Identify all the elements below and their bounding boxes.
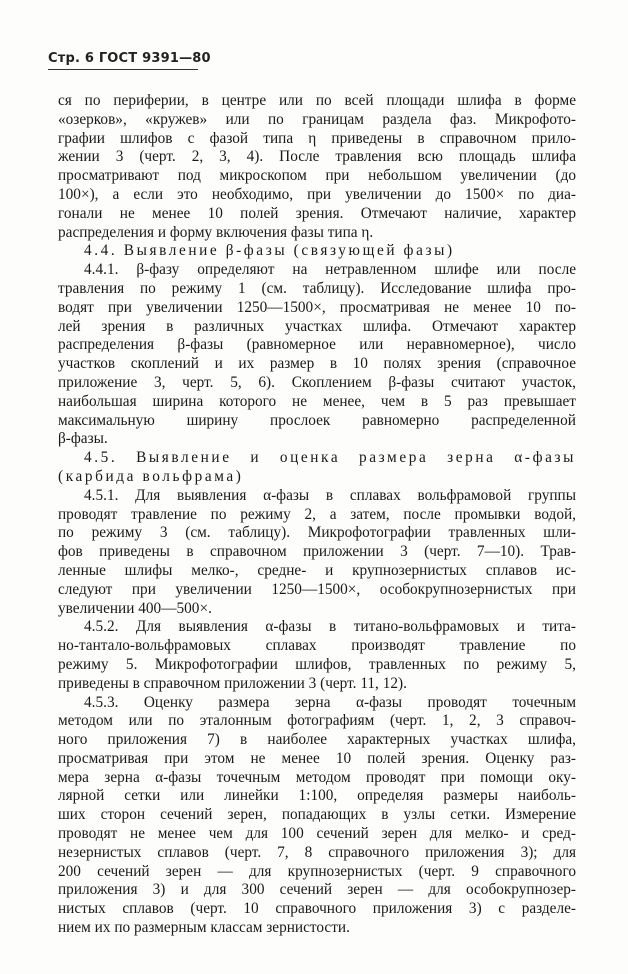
header-rule [48, 69, 198, 70]
text-line: но-тантало-вольфрамовых сплавах производят травление по [58, 637, 576, 655]
text-line: травления по режиму 1 (см. таблицу). Исследование шлифа про- [58, 279, 576, 297]
text-line: 100×), а если это необходимо, при увеличении до 1500× по диа- [58, 185, 576, 203]
text-line: следуют при увеличении 1250—1500×, особокрупнозернистых при [58, 580, 576, 598]
text-line: распределения β-фазы (равномерное или неравномерное), число [58, 336, 576, 354]
text-line: просматривают под микроскопом при небольшом увеличении (до [58, 167, 576, 185]
text-line: 4.5.1. Для выявления α-фазы в сплавах вольфрамовой группы [84, 486, 576, 504]
text-line: незернистых сплавов (черт. 7, 8 справочного приложения 3); для [58, 843, 576, 861]
text-line: по режиму 3 (см. таблицу). Микрофотографии травленных шли- [58, 524, 576, 542]
text-line: «озерков», «кружев» или по границам раздела фаз. Микрофото- [58, 110, 576, 128]
page-header: Стр. 6 ГОСТ 9391—80 [48, 51, 211, 66]
text-line: приведены в справочном приложении 3 (черт. 11, 12). [58, 674, 407, 692]
text-line: лей зрения в различных участках шлифа. Отмечают характер [58, 317, 576, 335]
text-line: водят при увеличении 1250—1500×, просматривая не менее 10 по- [58, 298, 576, 316]
text-line: приложение 3, черт. 5, 6). Скоплением β-фазы считают участок, [58, 373, 576, 391]
text-line: участков скоплений и их размер в 10 полях зрения (справочное [58, 355, 576, 373]
text-line: фов приведены в справочном приложении 3 (черт. 7—10). Трав- [58, 543, 576, 561]
text-line: просматривая при этом не менее 10 полей зрения. Оценку раз- [58, 749, 576, 767]
text-line: наибольшая ширина которого не менее, чем в 5 раз превышает [58, 392, 576, 410]
text-line: жении 3 (черт. 2, 3, 4). После травления всю площадь шлифа [58, 148, 576, 166]
text-line: 4.4.1. β-фазу определяют на нетравленном шлифе или после [84, 261, 576, 279]
text-line: 4.5.3. Оценку размера зерна α-фазы проводят точечным [84, 693, 576, 711]
text-line: β-фазы. [58, 430, 108, 448]
text-line: распределения и форму включения фазы типа η. [58, 223, 374, 241]
document-body [58, 92, 576, 938]
text-line: 4.5. Выявление и оценка размера зерна α-фазы [84, 449, 576, 467]
text-line: ших сторон сечений зерен, попадающих в узлы сетки. Измерение [58, 806, 576, 824]
text-line: 200 сечений зерен — для крупнозернистых (черт. 9 справочного [58, 862, 576, 880]
text-line: режиму 5. Микрофотографии шлифов, травленных по режиму 5, [58, 655, 576, 673]
text-line: максимальную ширину прослоек равномерно распределенной [58, 411, 576, 429]
text-line: 4.4. Выявление β-фазы (связующей фазы) [84, 242, 455, 260]
text-line: проводят не менее чем для 100 сечений зерен для мелко- и сред- [58, 825, 576, 843]
text-line: ленные шлифы мелко-, средне- и крупнозернистых сплавов ис- [58, 561, 576, 579]
text-line: увеличении 400—500×. [58, 599, 212, 617]
text-line: графии шлифов с фазой типа η приведены в справочном прило- [58, 129, 576, 147]
text-line: (карбида вольфрама) [58, 467, 244, 485]
text-line: приложения 3) и для 300 сечений зерен — для особокрупнозер- [58, 881, 576, 899]
text-line: лярной сетки или линейки 1:100, определяя размеры наиболь- [58, 787, 576, 805]
text-line: 4.5.2. Для выявления α-фазы в титано-вольфрамовых и тита- [84, 618, 576, 636]
text-line: проводят травление по режиму 2, а затем, после промывки водой, [58, 505, 576, 523]
text-line: нистых сплавов (черт. 10 справочного приложения 3) с разделе- [58, 900, 576, 918]
text-line: нием их по размерным классам зернистости. [58, 919, 350, 937]
text-line: ного приложения 7) в наиболее характерных участках шлифа, [58, 731, 576, 749]
text-line: ся по периферии, в центре или по всей площади шлифа в форме [58, 92, 576, 109]
text-line: методом или по эталонным фотографиям (черт. 1, 2, 3 справоч- [58, 712, 576, 730]
text-line: мера зерна α-фазы точечным методом проводят при помощи оку- [58, 768, 576, 786]
text-line: гонали не менее 10 полей зрения. Отмечают наличие, характер [58, 204, 576, 222]
